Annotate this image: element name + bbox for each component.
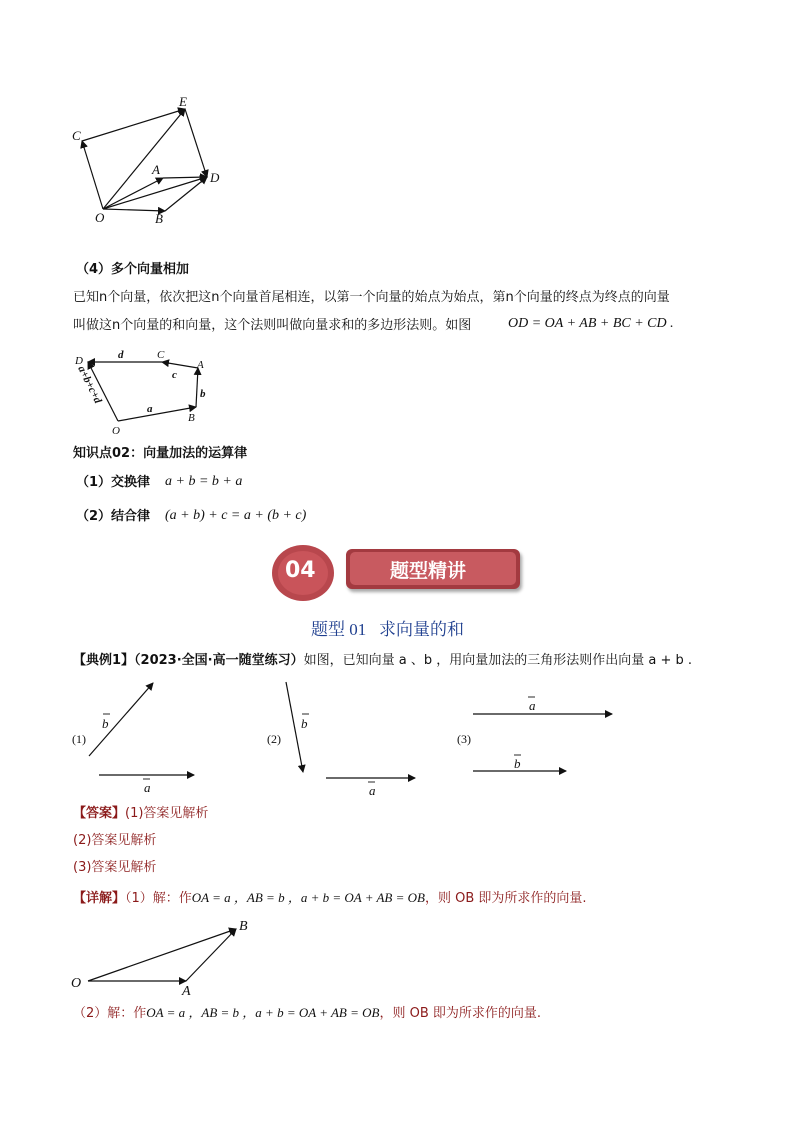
label-B: B	[239, 919, 248, 934]
label-A: A	[152, 162, 160, 177]
vector-BD	[165, 177, 207, 211]
label-c: c	[172, 369, 177, 381]
vector-AB	[186, 929, 236, 981]
label-B: B	[155, 211, 163, 226]
vector-b	[196, 368, 198, 407]
banner-number: 04	[285, 558, 316, 583]
figure-example-vectors	[65, 675, 625, 800]
p3-number: (3)	[457, 732, 471, 746]
type-01-title: 题型 01 求向量的和	[311, 620, 464, 639]
label-O: O	[71, 976, 82, 991]
label-d: d	[118, 349, 124, 361]
vector-c	[162, 362, 198, 368]
banner-title: 题型精讲	[390, 560, 467, 582]
commutative-label: （1）交换律	[76, 475, 151, 490]
section-4-text-line1: 已知n个向量，依次把这n个向量首尾相连，以第一个向量的始点为始点，第n个向量的终点为终点的向量	[73, 290, 670, 305]
answer-tag: 【答案】	[73, 806, 126, 821]
p1-label-b: b	[102, 716, 109, 731]
figure-polygon-law	[70, 345, 220, 440]
label-O: O	[95, 210, 105, 225]
p1-number: (1)	[72, 732, 86, 746]
detail-part2-suffix: ，则 OB 即为所求作的向量.	[379, 1006, 542, 1021]
figure-triangle-OAB	[65, 912, 265, 997]
detail-part1-formula: OA = a ，AB = b ，a + b = OA + AB = OB	[191, 890, 425, 905]
p3-label-b: b	[514, 756, 521, 771]
label-B: B	[188, 412, 195, 424]
detail-tag: 【详解】	[73, 891, 126, 906]
detail-part1-suffix: ，则 OB 即为所求作的向量.	[424, 891, 587, 906]
vector-ED	[185, 109, 207, 177]
vector-OC	[82, 141, 103, 209]
detail-part2-prefix: （2）解：作	[73, 1006, 147, 1021]
p1-vector-b	[89, 683, 153, 756]
associative-label: （2）结合律	[76, 509, 151, 524]
p2-number: (2)	[267, 732, 281, 746]
vector-OE	[103, 109, 185, 209]
answer-line1: (1)答案见解析	[125, 806, 209, 821]
label-O: O	[112, 425, 120, 437]
label-sum: a+b+c+d	[75, 364, 104, 406]
detail-part2-formula: OA = a ，AB = b ，a + b = OA + AB = OB	[146, 1005, 380, 1020]
label-a: a	[147, 403, 153, 415]
label-C: C	[72, 128, 81, 143]
p3-label-a: a	[529, 698, 536, 713]
vector-AD	[163, 177, 207, 178]
figure-vector-polygon	[60, 88, 240, 233]
polygon-law-formula: OD = OA + AB + BC + CD .	[508, 316, 674, 331]
kp02-title: 知识点02：向量加法的运算律	[73, 446, 248, 461]
vector-OB	[88, 929, 236, 981]
label-b: b	[200, 388, 206, 400]
label-A: A	[182, 984, 191, 997]
label-E: E	[179, 94, 187, 109]
answer-line2: (2)答案见解析	[73, 833, 157, 848]
example-source: （2023·全国·高一随堂练习）	[134, 653, 304, 668]
answer-line3: (3)答案见解析	[73, 860, 157, 875]
section-4-heading: （4）多个向量相加	[76, 262, 190, 277]
vector-a	[118, 407, 196, 421]
p2-label-b: b	[301, 716, 308, 731]
label-D: D	[210, 170, 220, 185]
p2-label-a: a	[369, 783, 376, 798]
detail-part1-prefix: （1）解：作	[125, 891, 192, 906]
label-A: A	[197, 359, 204, 371]
commutative-formula: a + b = b + a	[165, 474, 243, 489]
label-D: D	[75, 355, 83, 367]
p1-label-a: a	[144, 780, 151, 795]
associative-formula: (a + b) + c = a + (b + c)	[165, 508, 307, 523]
label-C: C	[157, 349, 165, 361]
example-tag: 【典例1】	[73, 653, 135, 668]
example-question: 如图，已知向量 a 、b ，用向量加法的三角形法则作出向量 a + b .	[303, 653, 692, 668]
vector-CE	[82, 109, 185, 141]
section-4-text-line2: 叫做这n个向量的和向量，这个法则叫做向量求和的多边形法则。如图	[73, 318, 472, 333]
